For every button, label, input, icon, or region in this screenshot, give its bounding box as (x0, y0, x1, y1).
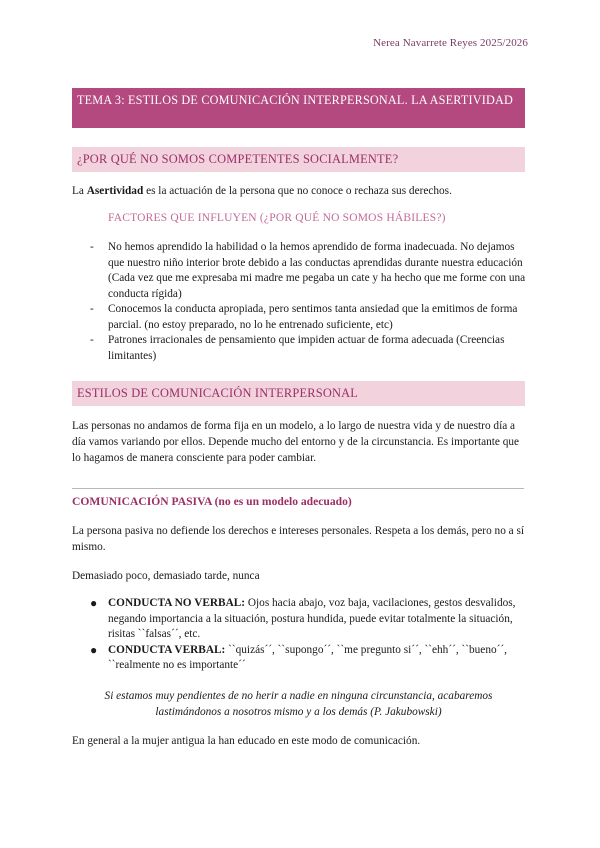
factor-text: No hemos aprendido la habilidad o la hemos aprendido de forma inadecuada. No dejamos que nuestro niño interior brote debido a las conductas aprendidas durante nuestra educación (Cada vez que me expresaba mi madre me pegaba un cate y ha hecho que me forme con una conducta rígida) (108, 241, 526, 300)
list-item (90, 596, 526, 643)
bullet-dot: ● (90, 596, 98, 610)
list-item (90, 333, 526, 364)
conduct-label: CONDUCTA VERBAL: (108, 643, 226, 656)
list-item (90, 643, 526, 674)
section-divider (72, 488, 524, 489)
dash-bullet: - (90, 303, 94, 315)
definition-term: Asertividad (86, 185, 144, 197)
passive-summary: Demasiado poco, demasiado tarde, nunca (72, 570, 260, 582)
section-heading-competence: ¿POR QUÉ NO SOMOS COMPETENTES SOCIALMENTE? (72, 147, 525, 172)
jakubowski-quote: Si estamos muy pendientes de no herir a nadie en ninguna circunstancia, acabaremos lastimándonos a nosotros mismo y a los demás (P. Jakubowski) (104, 690, 493, 718)
definition-prefix: La (72, 185, 87, 197)
conduct-text: ``quizás´´, ``supongo´´, ``me pregunto si´´, ``ehh´´, ``bueno´´, ``realmente no es importante´´ (108, 643, 507, 671)
styles-paragraph: Las personas no andamos de forma fija en un modelo, a lo largo de nuestra vida y de nuestro día a día vamos variando por ellos. Depende mucho del entorno y de la circunstancia. Es importante que lo hagamos de manera consciente para poder cambiar. (72, 420, 520, 464)
conduct-text: Ojos hacia abajo, voz baja, vacilaciones, gestos desvalidos, negando importancia a la situación, postura hundida, puede evitar totalmente la situación, risitas ``falsas´´, etc. (108, 597, 516, 640)
list-item (90, 302, 526, 333)
section-heading-styles: ESTILOS DE COMUNICACIÓN INTERPERSONAL (72, 381, 525, 406)
passive-communication-heading: COMUNICACIÓN PASIVA (no es un modelo adecuado) (72, 495, 352, 508)
passive-definition: La persona pasiva no defiende los derechos e intereses personales. Respeta a los demás, pero no a sí mismo. (72, 525, 525, 553)
assertiveness-definition (72, 183, 527, 199)
factors-heading: FACTORES QUE INFLUYEN (¿POR QUÉ NO SOMOS HÁBILES?) (108, 212, 446, 224)
dash-bullet: - (90, 334, 94, 346)
conduct-label: CONDUCTA NO VERBAL: (108, 597, 246, 609)
closing-paragraph: En general a la mujer antigua la han educado en este modo de comunicación. (72, 735, 421, 747)
list-item (90, 240, 526, 302)
definition-text: es la actuación de la persona que no conoce o rechaza sus derechos. (143, 185, 452, 197)
dash-bullet: - (90, 241, 94, 253)
author-header: Nerea Navarrete Reyes 2025/2026 (373, 37, 528, 49)
factor-text: Patrones irracionales de pensamiento que impiden actuar de forma adecuada (Creencias limitantes) (108, 334, 505, 362)
factor-text: Conocemos la conducta apropiada, pero sentimos tanta ansiedad que la emitimos de forma parcial. (no estoy preparado, no lo he entrenado suficiente, etc) (108, 303, 518, 331)
bullet-dot: ● (90, 642, 98, 657)
factors-list (90, 240, 526, 364)
conduct-list (90, 596, 526, 674)
topic-title-banner: TEMA 3: ESTILOS DE COMUNICACIÓN INTERPERSONAL. LA ASERTIVIDAD (72, 88, 525, 128)
